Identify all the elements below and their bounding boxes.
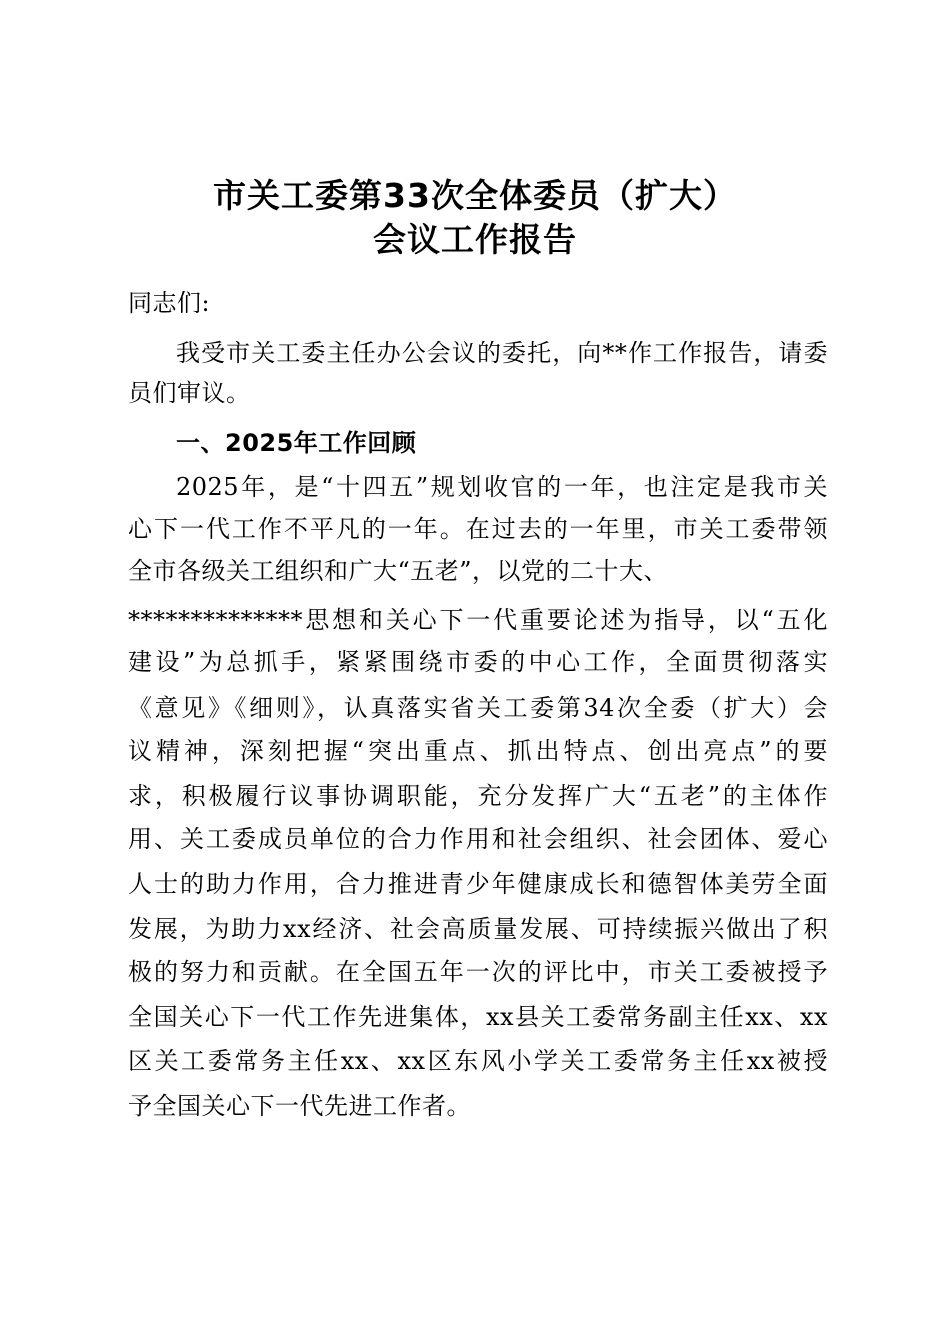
paragraph-line: 求，积极履行议事协调职能，充分发挥广大“五老”的主体作 — [128, 782, 828, 810]
paragraph-line: **************思想和关心下一代重要论述为指导，以“五化 — [128, 606, 828, 634]
paragraph-line: 2025年，是“十四五”规划收官的一年，也注定是我市关 — [176, 473, 828, 501]
paragraph-line: 区关工委常务主任xx、xx区东风小学关工委常务主任xx被授 — [128, 1047, 828, 1075]
paragraph-line: 《意见》《细则》，认真落实省关工委第34次全委（扩大）会 — [128, 694, 828, 722]
paragraph-line: 极的努力和贡献。在全国五年一次的评比中，市关工委被授予 — [128, 958, 828, 986]
intro-line: 员们审议。 — [128, 379, 251, 407]
document-title-line-2: 会议工作报告 — [373, 220, 577, 259]
document-title-line-1: 市关工委第33次全体委员（扩大） — [213, 176, 737, 215]
intro-line: 我受市关工委主任办公会议的委托，向**作工作报告，请委 — [176, 339, 828, 367]
paragraph-line: 用、关工委成员单位的合力作用和社会组织、社会团体、爱心 — [128, 825, 828, 853]
paragraph-line: 心下一代工作不平凡的一年。在过去的一年里，市关工委带领 — [128, 515, 828, 543]
paragraph-line: 予全国关心下一代先进工作者。 — [128, 1092, 471, 1120]
section-heading: 一、2025年工作回顾 — [176, 429, 417, 457]
paragraph-line: 人士的助力作用，合力推进青少年健康成长和德智体美劳全面 — [128, 870, 828, 898]
paragraph-line: 建设”为总抓手，紧紧围绕市委的中心工作，全面贯彻落实 — [128, 648, 828, 676]
paragraph-line: 全市各级关工组织和广大“五老”，以党的二十大、 — [128, 557, 669, 585]
salutation: 同志们: — [128, 289, 211, 317]
paragraph-line: 议精神，深刻把握“突出重点、抓出特点、创出亮点”的要 — [128, 737, 828, 765]
paragraph-line: 发展，为助力xx经济、社会高质量发展、可持续振兴做出了积 — [128, 915, 828, 943]
paragraph-line: 全国关心下一代工作先进集体，xx县关工委常务副主任xx、xx — [128, 1003, 828, 1031]
